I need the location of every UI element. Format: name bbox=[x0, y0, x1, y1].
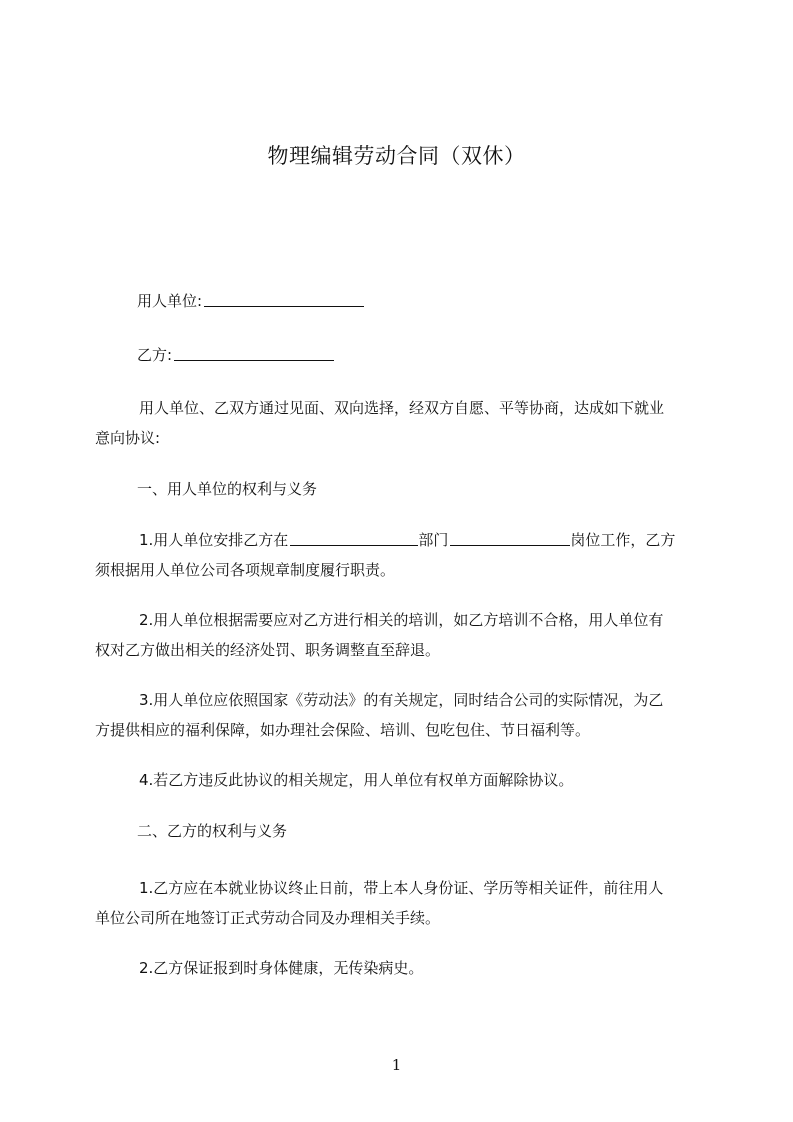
s2-item1-line-1: 1.乙方应在本就业协议终止日前，带上本人身份证、学历等相关证件，前往用人 bbox=[139, 879, 664, 897]
s1-item4-line: 4.若乙方违反此协议的相关规定，用人单位有权单方面解除协议。 bbox=[139, 771, 574, 789]
employer-blank[interactable] bbox=[204, 291, 364, 307]
s1-item2-line-1: 2.用人单位根据需要应对乙方进行相关的培训，如乙方培训不合格，用人单位有 bbox=[139, 611, 664, 629]
employer-label: 用人单位: bbox=[137, 292, 203, 310]
intro-paragraph bbox=[95, 393, 707, 453]
section-2-item-2 bbox=[95, 953, 707, 983]
department-blank-1[interactable] bbox=[290, 530, 354, 546]
party-b-field bbox=[137, 345, 334, 365]
section-1-item-1 bbox=[95, 525, 707, 585]
s2-item2-line: 2.乙方保证报到时身体健康，无传染病史。 bbox=[139, 959, 424, 977]
section-1-item-2 bbox=[95, 605, 707, 665]
s1-item3-line-2: 方提供相应的福利保障，如办理社会保险、培训、包吃包住、节日福利等。 bbox=[95, 721, 591, 739]
s1-item1-line-2: 须根据用人单位公司各项规章制度履行职责。 bbox=[95, 561, 396, 579]
s1-item1-text-b: 部门 bbox=[418, 531, 449, 549]
s1-item2-line-2: 权对乙方做出相关的经济处罚、职务调整直至辞退。 bbox=[95, 641, 441, 659]
document-title: 物理编辑劳动合同（双休） bbox=[267, 144, 526, 168]
s2-item1-line-2: 单位公司所在地签订正式劳动合同及办理相关手续。 bbox=[95, 909, 441, 927]
section-1-heading: 一、用人单位的权利与义务 bbox=[137, 480, 318, 498]
section-1-item-3 bbox=[95, 685, 707, 745]
s1-item1-text-a: 1.用人单位安排乙方在 bbox=[139, 531, 289, 549]
section-1-item-4 bbox=[95, 765, 707, 795]
department-blank-2[interactable] bbox=[354, 530, 418, 546]
intro-line-1: 用人单位、乙双方通过见面、双向选择，经双方自愿、平等协商，达成如下就业 bbox=[139, 399, 665, 417]
section-2-heading: 二、乙方的权利与义务 bbox=[137, 822, 288, 840]
party-b-label: 乙方: bbox=[137, 346, 173, 364]
intro-line-2: 意向协议: bbox=[95, 429, 161, 447]
employer-field bbox=[137, 291, 364, 311]
party-b-blank[interactable] bbox=[174, 345, 334, 361]
page-number: 1 bbox=[391, 1056, 402, 1074]
s1-item3-line-1: 3.用人单位应依照国家《劳动法》的有关规定，同时结合公司的实际情况，为乙 bbox=[139, 691, 664, 709]
section-2-item-1 bbox=[95, 873, 707, 933]
position-blank[interactable] bbox=[450, 530, 570, 546]
s1-item1-text-c: 岗位工作，乙方 bbox=[570, 531, 676, 549]
